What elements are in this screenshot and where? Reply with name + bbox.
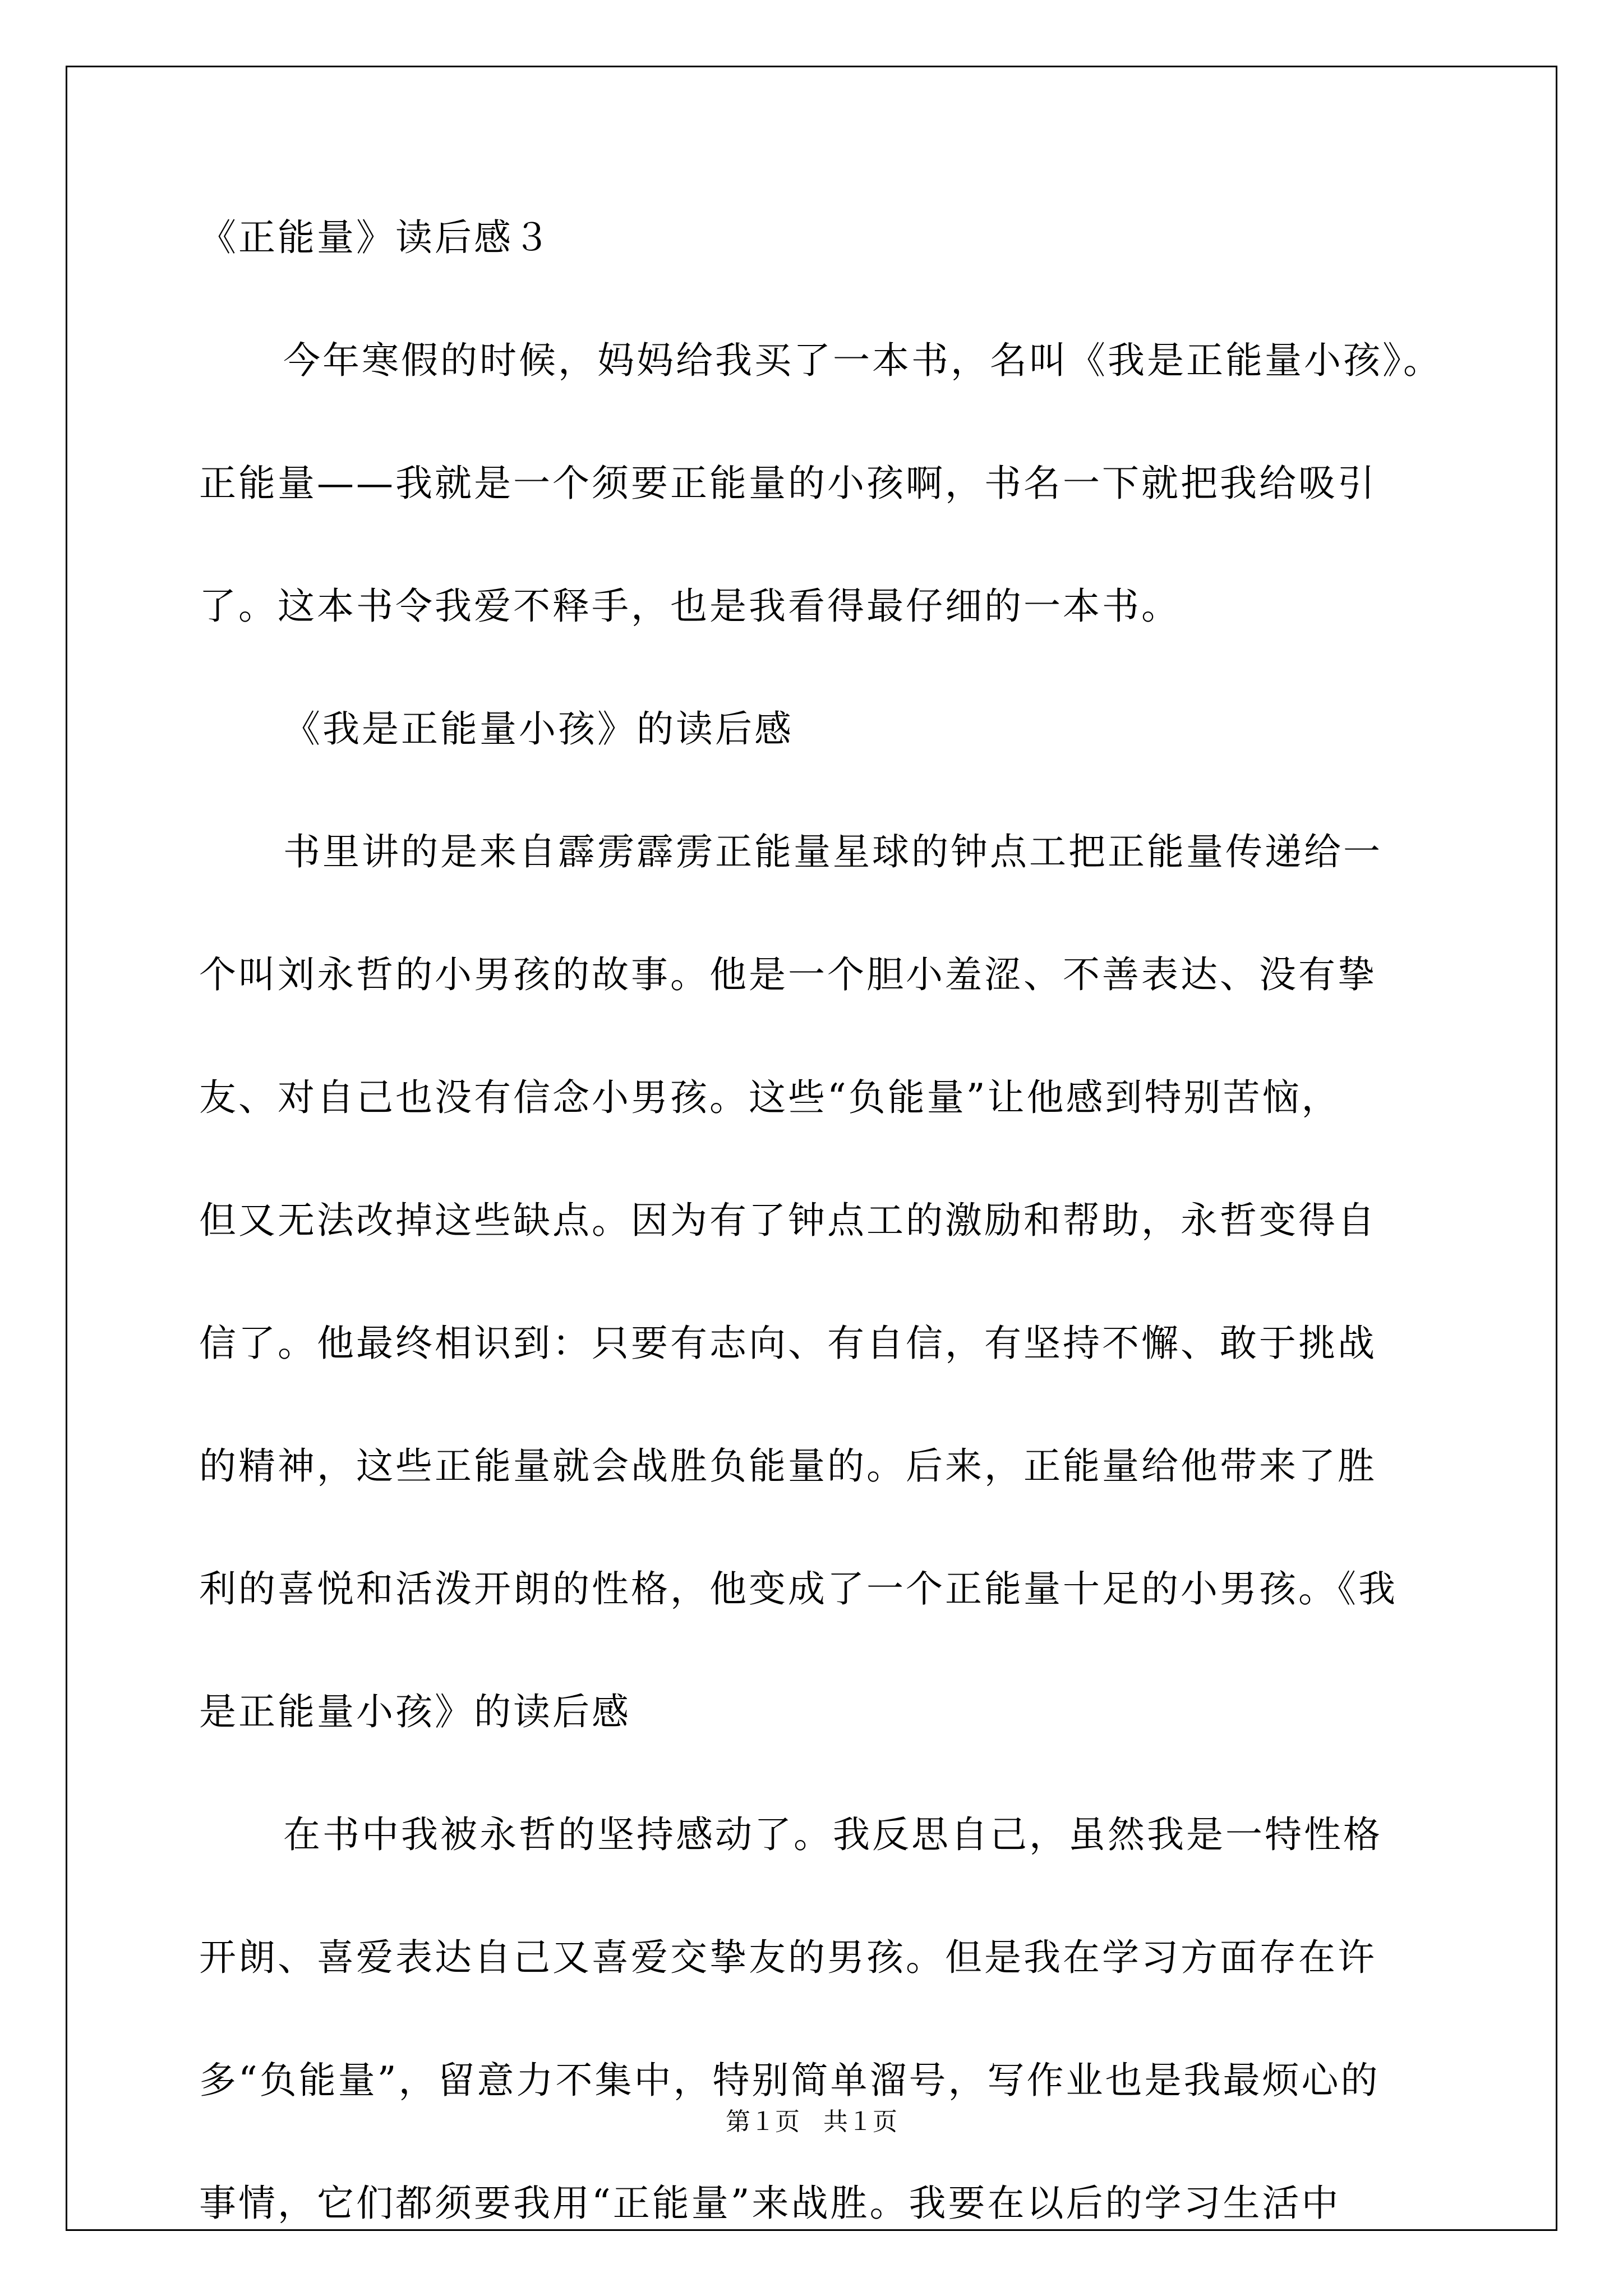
paragraph-line: 今年寒假的时候，妈妈给我买了一本书，名叫《我是正能量小孩》。	[283, 339, 1442, 382]
paragraph-line: 正能量——我就是一个须要正能量的小孩啊，书名一下就把我给吸引	[199, 462, 1377, 505]
paragraph-line: 了。这本书令我爱不释手，也是我看得最仔细的一本书。	[199, 585, 1181, 628]
page-footer: 第１页 共１页	[726, 2108, 897, 2136]
paragraph-line: 个叫刘永哲的小男孩的故事。他是一个胆小羞涩、不善表达、没有挚	[199, 953, 1377, 996]
document-title: 《正能量》读后感３	[199, 216, 552, 259]
subheading-line: 《我是正能量小孩》的读后感	[283, 707, 794, 751]
paragraph-line: 开朗、喜爱表达自己又喜爱交挚友的男孩。但是我在学习方面存在许	[199, 1936, 1377, 1979]
paragraph-line: 的精神，这些正能量就会战胜负能量的。后来，正能量给他带来了胜	[199, 1444, 1377, 1488]
paragraph-line: 友、对自己也没有信念小男孩。这些“负能量”让他感到特别苦恼，	[199, 1076, 1341, 1119]
paragraph-line: 书里讲的是来自霹雳霹雳正能量星球的钟点工把正能量传递给一	[283, 830, 1382, 873]
paragraph-line: 多“负能量”，留意力不集中，特别简单溜号，写作业也是我最烦心的	[199, 2059, 1380, 2102]
paragraph-line: 利的喜悦和活泼开朗的性格，他变成了一个正能量十足的小男孩。《我	[199, 1567, 1398, 1611]
paragraph-line: 在书中我被永哲的坚持感动了。我反思自己，虽然我是一特性格	[283, 1813, 1382, 1856]
paragraph-line: 但又无法改掉这些缺点。因为有了钟点工的激励和帮助，永哲变得自	[199, 1199, 1377, 1242]
paragraph-line: 事情，它们都须要我用“正能量”来战胜。我要在以后的学习生活中	[199, 2182, 1341, 2225]
page-border	[66, 66, 1557, 2231]
paragraph-line: 是正能量小孩》的读后感	[199, 1690, 631, 1733]
paragraph-line: 信了。他最终相识到：只要有志向、有自信，有坚持不懈、敢于挑战	[199, 1322, 1377, 1365]
